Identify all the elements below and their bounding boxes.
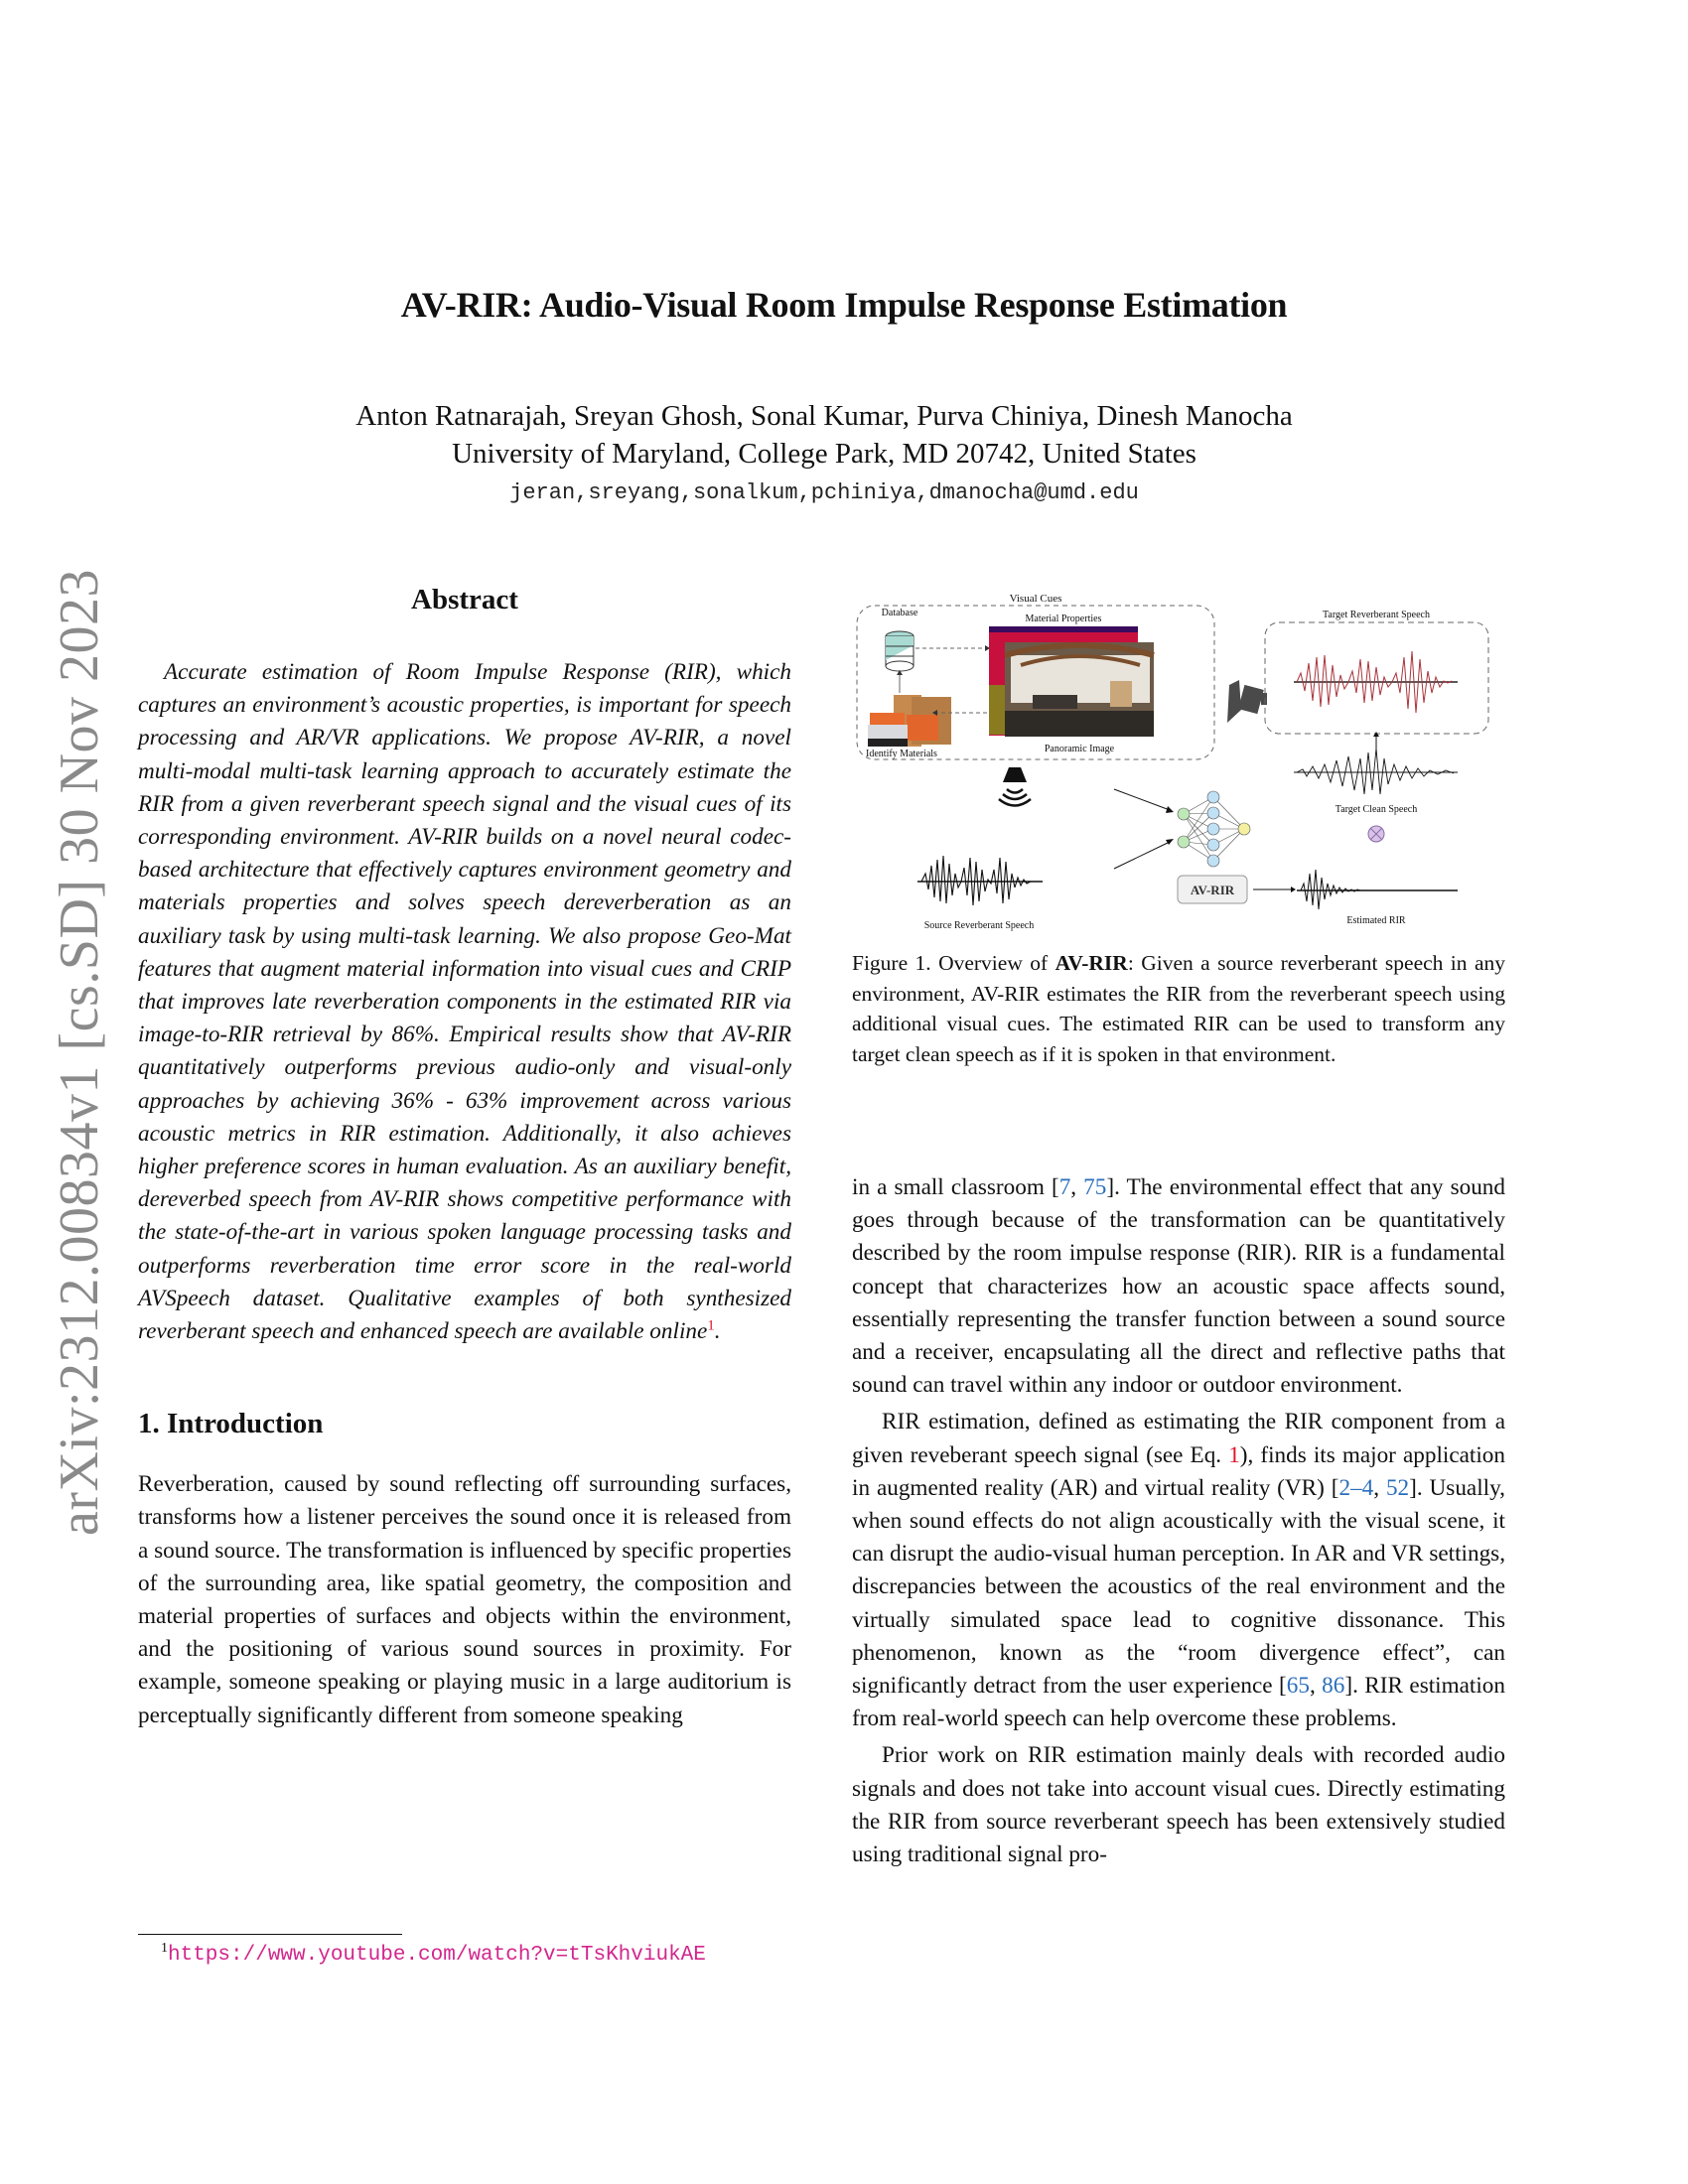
arxiv-id-text: arXiv:2312.00834v1 [cs.SD] 30 Nov 2023 (49, 568, 110, 1537)
speaker-icon (999, 767, 1031, 806)
right-column (852, 1171, 1505, 1871)
database-icon (886, 631, 914, 671)
label-panoramic-image: Panoramic Image (1044, 744, 1115, 754)
footnote-url-link[interactable]: https://www.youtube.com/watch?v=tTsKhviukAE (168, 1944, 706, 1967)
author-emails: jeran,sreyang,sonalkum,pchiniya,dmanocha@umd.edu (509, 480, 1139, 505)
label-target-clean-speech: Target Clean Speech (1335, 804, 1418, 815)
panoramic-image (1005, 642, 1154, 737)
estimated-rir-waveform (1297, 870, 1458, 909)
equation-ref-link[interactable]: 1 (1228, 1441, 1240, 1468)
citation-link[interactable]: 86 (1322, 1673, 1345, 1700)
label-material-properties: Material Properties (1025, 614, 1102, 624)
abstract-heading: Abstract (411, 584, 518, 615)
neural-network-icon (1178, 791, 1250, 867)
target-clean-waveform (1294, 749, 1458, 794)
paper-title: AV-RIR: Audio-Visual Room Impulse Response Estimation (400, 285, 1288, 325)
label-visual-cues: Visual Cues (1009, 593, 1062, 605)
citation-link[interactable]: 7 (1058, 1174, 1071, 1200)
label-estimated-rir: Estimated RIR (1346, 915, 1406, 926)
intro-paragraph-3: Prior work on RIR estimation mainly deals with recorded audio signals and does not take into account visual cues. Directly estimating the RIR from source reverberant speech has been extensively studied using traditional signal pro- (852, 1742, 1505, 1868)
citation-link[interactable]: 65 (1286, 1673, 1310, 1700)
label-target-reverberant-speech: Target Reverberant Speech (1323, 610, 1430, 620)
citation-link[interactable]: 2–4 (1338, 1474, 1374, 1501)
left-column (138, 584, 791, 1732)
footnote-link[interactable]: 1 (707, 1317, 715, 1334)
citation-link[interactable]: 52 (1385, 1474, 1410, 1501)
furniture-image (868, 695, 951, 747)
camera-icon (1227, 680, 1267, 723)
label-source-reverberant-speech: Source Reverberant Speech (923, 920, 1035, 931)
target-reverberant-waveform (1294, 651, 1458, 713)
arxiv-stamp (30, 556, 129, 1549)
affiliation: University of Maryland, College Park, MD 20742, United States (452, 438, 1196, 470)
intro-paragraph-1-continued: in a small classroom [7, 75]. The environmental effect that any sound goes through because of the transformation can be quantitatively described by the room impulse response (RIR). RIR is a fundamental concept that characterizes how an acoustic space affects sound, essentially representing the transfer function between a sound source and a receiver, encapsulating all the direct and reflective paths that sound can travel within any indoor or outdoor environment. (852, 1174, 1505, 1399)
author-list: Anton Ratnarajah, Sreyan Ghosh, Sonal Kumar, Purva Chiniya, Dinesh Manocha (355, 400, 1293, 432)
intro-paragraph-1: Reverberation, caused by sound reflecting off surrounding surfaces, transforms how a listener perceives the sound once it is released from a sound source. The transformation is influenced by specific properties of the surrounding area, like spatial geometry, the composition and material properties of surfaces and objects within the environment, and the positioning of various sound sources in proximity. For example, someone speaking or playing music in a large auditorium is perceptually significantly different from someone speaking (138, 1471, 791, 1728)
label-database: Database (881, 608, 918, 618)
figure-1-caption: Figure 1. Overview of AV-RIR: Given a source reverberant speech in any environment, AV-RIR estimates the RIR from the reverberant speech using additional visual cues. The estimated RIR can be used to transform any target clean speech as if it is spoken in that environment. (852, 951, 1505, 1066)
label-identify-materials: Identify Materials (866, 749, 937, 759)
citation-link[interactable]: 75 (1083, 1174, 1107, 1200)
label-av-rir: AV-RIR (1190, 883, 1235, 897)
footnote-divider (138, 1934, 402, 1935)
abstract-text: Accurate estimation of Room Impulse Response (RIR), which captures an environment’s acoustic properties, is important for speech processing and AR/VR applications. We propose AV-RIR, a novel multi-modal multi-task learning approach to accurately estimate the RIR from a given reverberant speech signal and the visual cues of its corresponding environment. AV-RIR builds on a novel neural codec-based architecture that effectively captures environment geometry and materials properties and solves speech dereverberation as an auxiliary task by using multi-task learning. We also propose Geo-Mat features that augment material information into visual cues and CRIP that improves late reverberation components in the estimated RIR via image-to-RIR retrieval by 86%. Empirical results show that AV-RIR quantitatively outperforms previous audio-only and visual-only approaches by achieving 36% - 63% improvement across various acoustic metrics in RIR estimation. Additionally, it also achieves higher preference scores in human evaluation. As an auxiliary benefit, dereverbed speech from AV-RIR shows competitive performance with the state-of-the-art in various spoken language processing tasks and outperforms reverberation time error score in the real-world AVSpeech dataset. Qualitative examples of both synthesized reverberant speech and enhanced speech are available online$^1$. (138, 659, 791, 1345)
convolution-icon (1368, 826, 1384, 842)
footnote (161, 1941, 706, 1967)
author-block (0, 397, 1648, 473)
section-heading-introduction: 1. Introduction (138, 1408, 324, 1440)
figure-1-diagram (852, 586, 1497, 938)
intro-paragraph-2: RIR estimation, defined as estimating the RIR component from a given reveberant speech signal (see Eq. 1), finds its major application in augmented reality (AR) and virtual reality (VR) [2–4, 52]. Usually, when sound effects do not align acoustically with the visual scene, it can disrupt the audio-visual human perception. In AR and VR settings, discrepancies between the acoustics of the real environment and the virtually simulated space lead to cognitive dissonance. This phenomenon, known as the “room divergence effect”, can significantly detract from the user experience [65, 86]. RIR estimation from real-world speech can help overcome these problems. (852, 1409, 1505, 1732)
footnote-marker: 1 (161, 1941, 168, 1956)
source-reverberant-waveform (917, 856, 1043, 905)
